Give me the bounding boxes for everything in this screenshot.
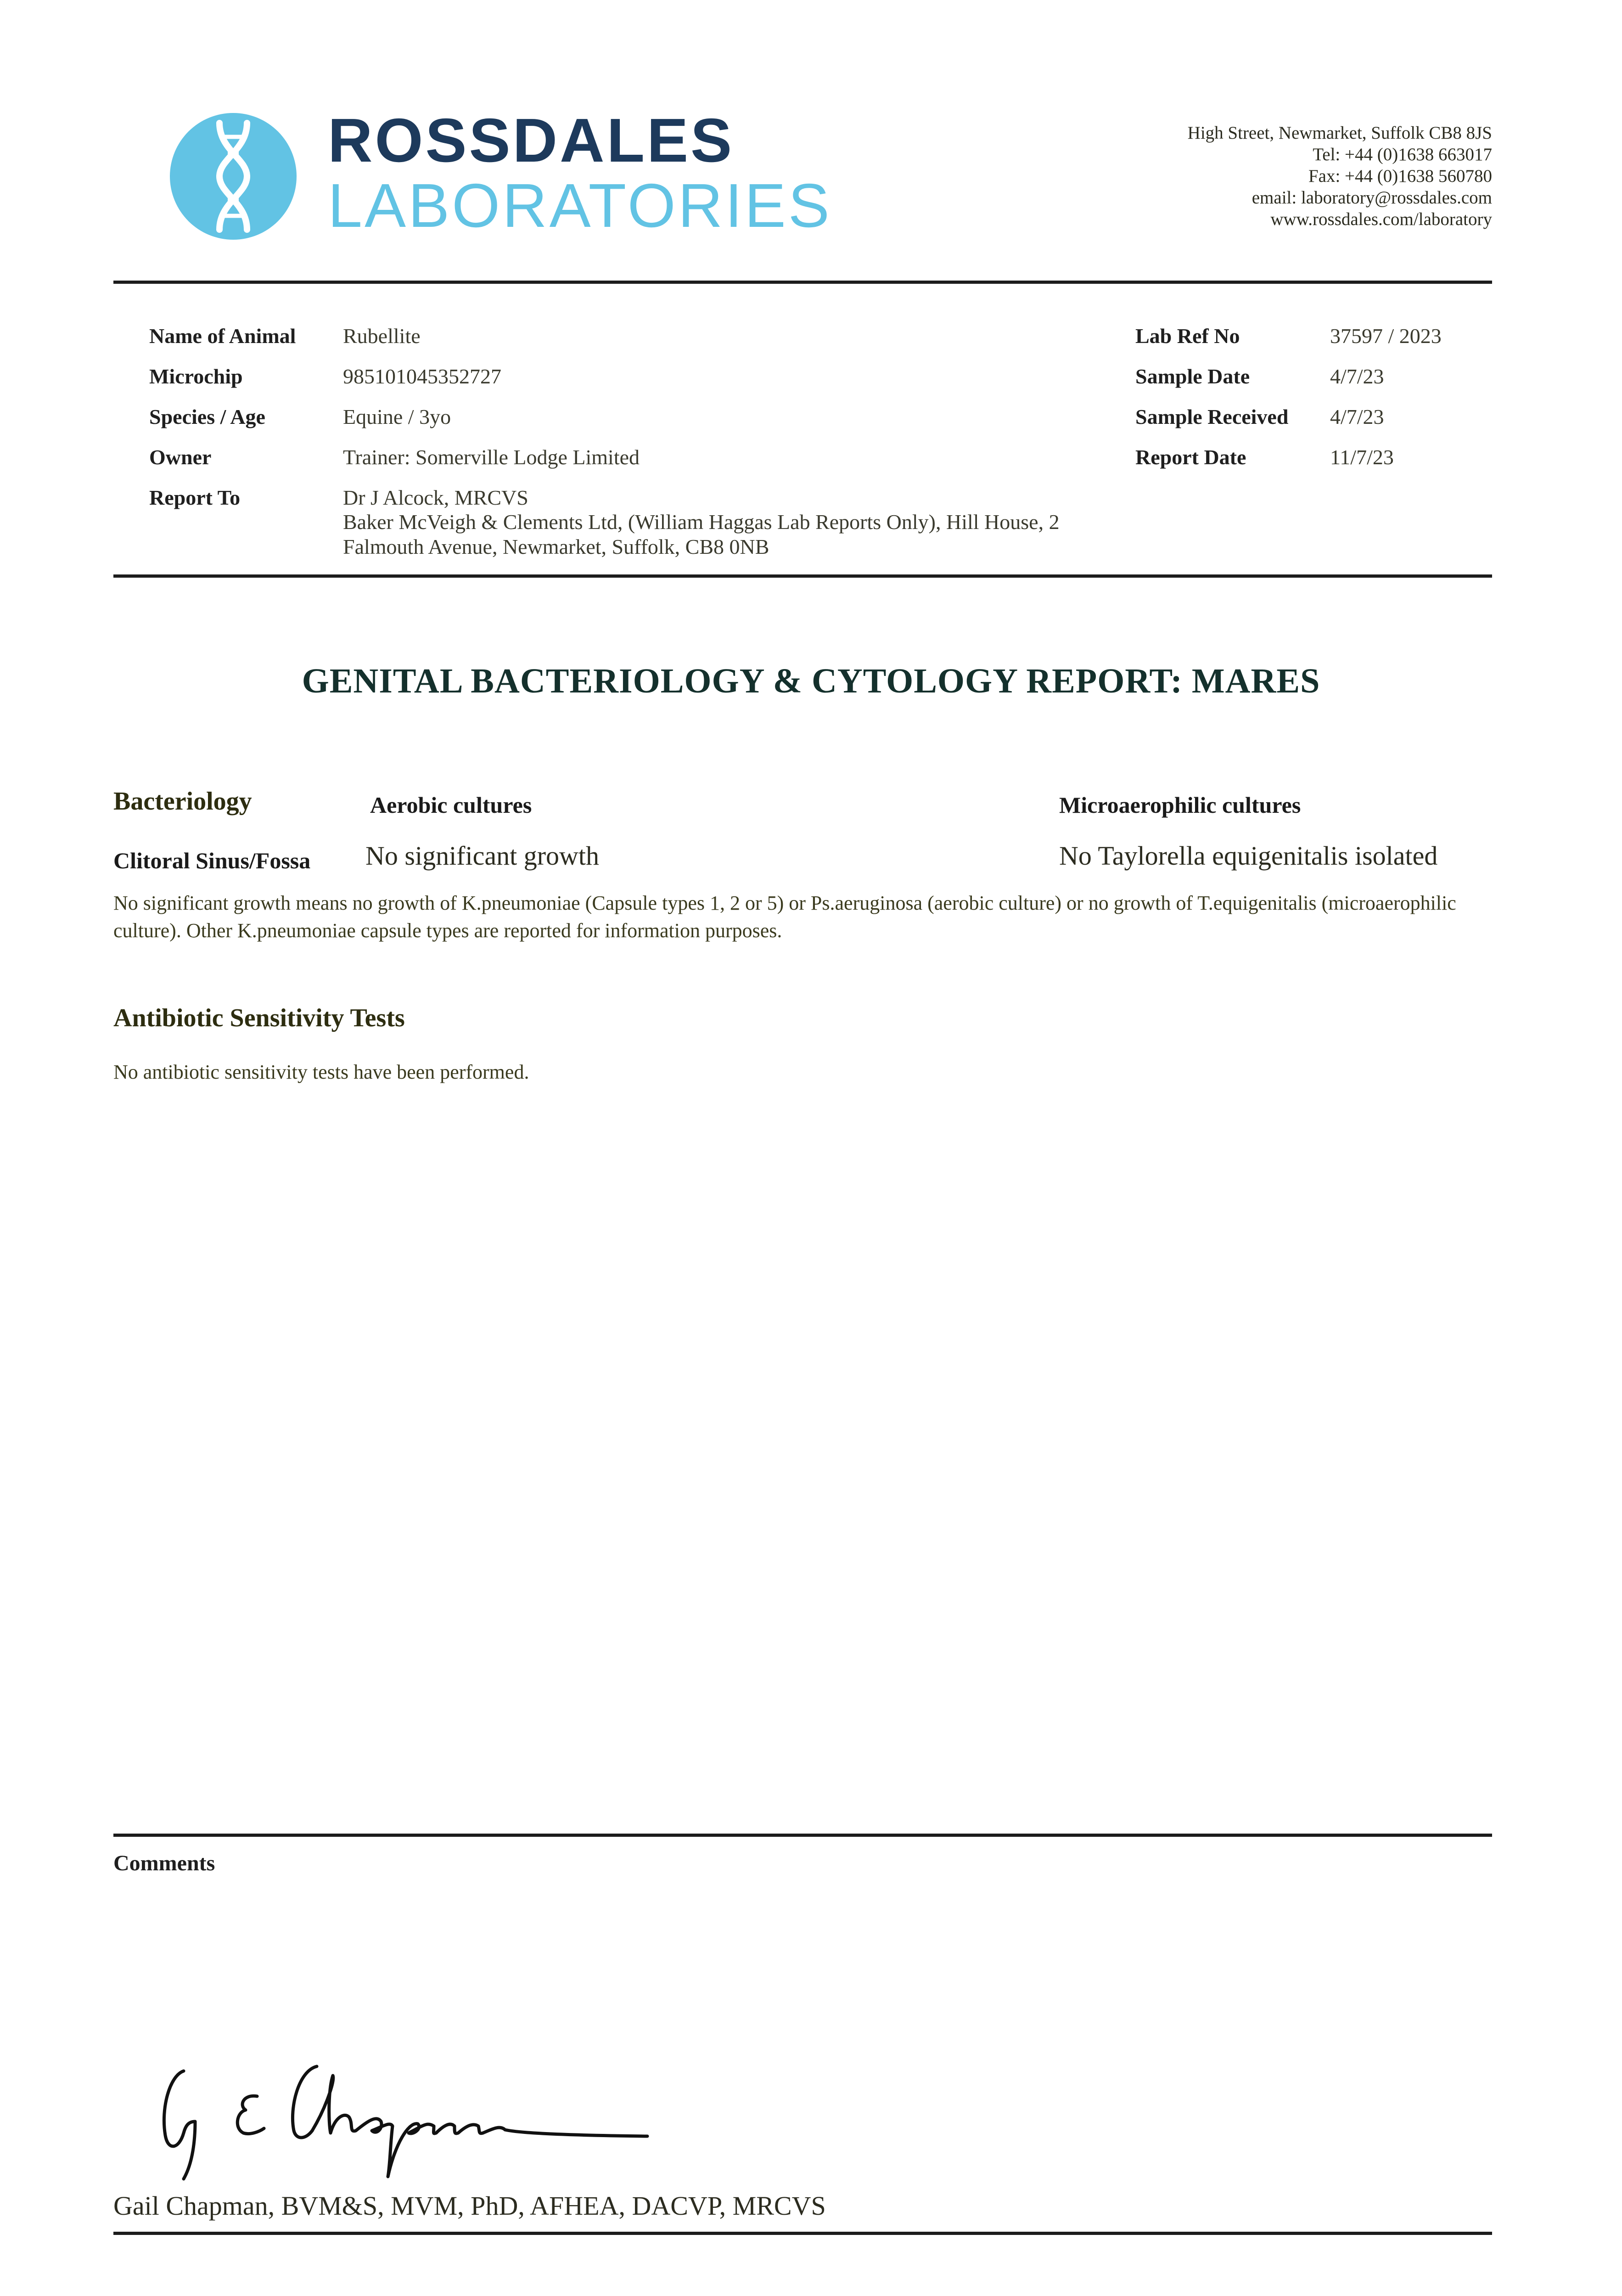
- owner-label: Owner: [149, 445, 212, 469]
- sample-received-value: 4/7/23: [1330, 405, 1384, 428]
- aerobic-result: No significant growth: [365, 841, 600, 871]
- logo-dna-icon: [170, 113, 297, 240]
- sample-date-label: Sample Date: [1135, 365, 1250, 388]
- sample-received-label: Sample Received: [1135, 405, 1289, 428]
- email-text: email: laboratory@rossdales.com: [1252, 188, 1492, 208]
- report-to-line1: Dr J Alcock, MRCVS: [343, 486, 528, 509]
- contact-block: [1188, 122, 1492, 230]
- report-to-address: Baker McVeigh & Clements Ltd, (William Haggas Lab Reports Only), Hill House, 2 Falmouth Avenue, Newmarket, Suffolk, CB8 0NB: [343, 510, 1060, 558]
- lab-ref-label: Lab Ref No: [1135, 324, 1240, 348]
- fax-text: Fax: +44 (0)1638 560780: [1308, 166, 1492, 186]
- bacteriology-heading: Bacteriology: [113, 787, 252, 816]
- ast-heading: Antibiotic Sensitivity Tests: [113, 1004, 405, 1032]
- microaerophilic-result: No Taylorella equigenitalis isolated: [1059, 841, 1438, 871]
- name-label: Name of Animal: [149, 324, 296, 348]
- report-title: GENITAL BACTERIOLOGY & CYTOLOGY REPORT: MARES: [302, 662, 1320, 700]
- microchip-value: 985101045352727: [343, 365, 501, 388]
- ast-text: No antibiotic sensitivity tests have been performed.: [113, 1061, 529, 1083]
- microchip-label: Microchip: [149, 365, 243, 388]
- lab-ref-value: 37597 / 2023: [1330, 324, 1442, 348]
- species-label: Species / Age: [149, 405, 265, 428]
- comments-divider: [113, 1834, 1492, 1837]
- comments-heading: Comments: [113, 1851, 215, 1875]
- report-date-value: 11/7/23: [1330, 445, 1394, 469]
- microaerophilic-heading: Microaerophilic cultures: [1059, 792, 1301, 818]
- info-divider: [113, 574, 1492, 578]
- growth-note: No significant growth means no growth of K.pneumoniae (Capsule types 1, 2 or 5) or Ps.aeruginosa (aerobic culture) or no growth of T.equigenitalis (microaerophilic culture). Other K.pneumoniae capsule types are reported for information purposes.: [113, 892, 1456, 942]
- signatory-name: Gail Chapman, BVM&S, MVM, PhD, AFHEA, DACVP, MRCVS: [113, 2191, 826, 2221]
- sample-date-value: 4/7/23: [1330, 365, 1384, 388]
- tel-text: Tel: +44 (0)1638 663017: [1313, 145, 1492, 164]
- brand-name-line2: LABORATORIES: [328, 171, 832, 240]
- footer-divider: [113, 2232, 1492, 2235]
- brand-name-line1: ROSSDALES: [328, 106, 735, 175]
- species-value: Equine / 3yo: [343, 405, 451, 428]
- owner-value: Trainer: Somerville Lodge Limited: [343, 445, 640, 469]
- web-text: www.rossdales.com/laboratory: [1270, 209, 1492, 229]
- address-text: High Street, Newmarket, Suffolk CB8 8JS: [1187, 123, 1492, 143]
- site-label: Clitoral Sinus/Fossa: [113, 848, 311, 873]
- header-divider: [113, 281, 1492, 284]
- report-to-label: Report To: [149, 486, 241, 509]
- name-value: Rubellite: [343, 324, 421, 348]
- aerobic-heading: Aerobic cultures: [370, 792, 532, 818]
- report-date-label: Report Date: [1135, 445, 1246, 469]
- signature-image: [152, 2053, 670, 2186]
